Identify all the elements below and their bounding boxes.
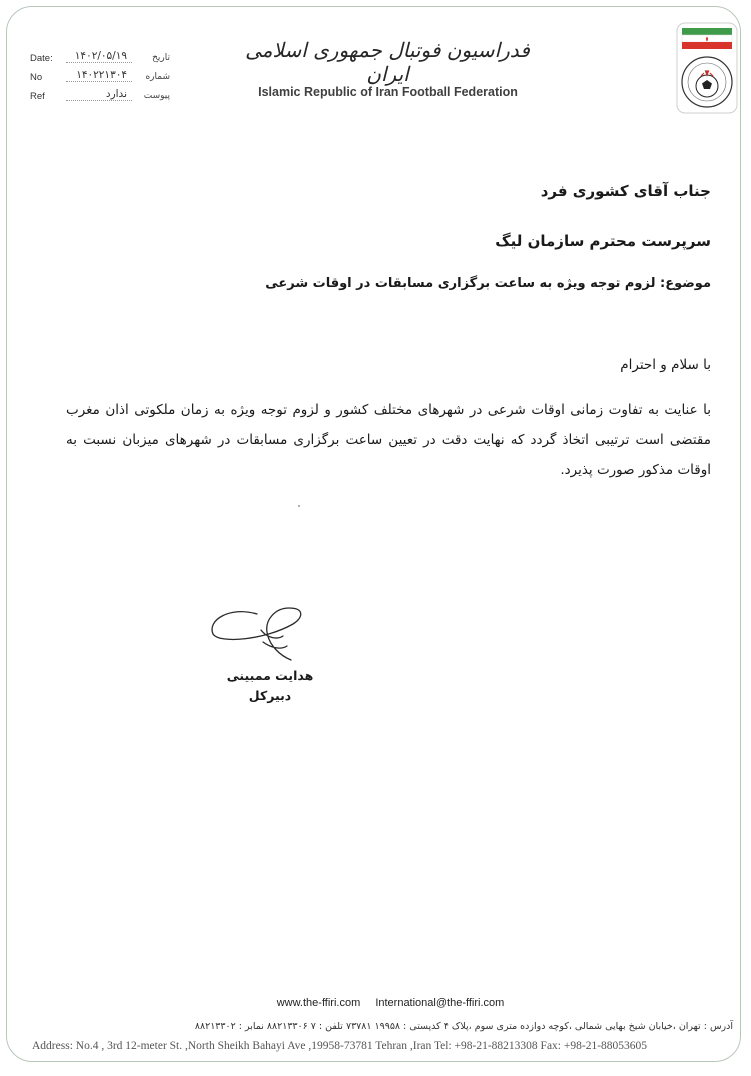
meta-number-label-fa: شماره bbox=[145, 72, 170, 82]
addressee: جناب آقای کشوری فرد bbox=[540, 182, 711, 200]
website-link[interactable]: www.the-ffiri.com bbox=[276, 997, 361, 1009]
letter-body: با عنایت به تفاوت زمانی اوقات شرعی در شهرهای مختلف کشور و لزوم توجه ویژه به زمان ملکوتی اذان مغرب مقتضی است ترتیبی اتخاذ گردد که نهایت دقت در تعیین ساعت برگزاری مسابقات در شهرهای میزبان نسبت به اوقات مذکور صورت پذیرد. bbox=[66, 402, 711, 478]
meta-ref-row bbox=[30, 88, 170, 107]
meta-dotted-line bbox=[66, 81, 132, 82]
stray-dot bbox=[298, 505, 300, 507]
footer-contacts bbox=[0, 997, 751, 1009]
meta-number-label-en: No bbox=[30, 72, 43, 83]
email-link[interactable]: International@the-ffiri.com bbox=[375, 997, 505, 1009]
meta-ref-value: ندارد bbox=[105, 88, 127, 100]
meta-dotted-line bbox=[66, 62, 132, 63]
meta-number-row bbox=[30, 69, 170, 88]
addressee-position: سرپرست محترم سازمان لیگ bbox=[495, 232, 711, 250]
meta-ref-label-en: Ref bbox=[30, 91, 45, 102]
letter-subject: موضوع: لزوم توجه ویژه به ساعت برگزاری مسابقات در اوقات شرعی bbox=[265, 276, 711, 291]
flag-red-stripe bbox=[682, 42, 732, 49]
signer-title: دبیرکل bbox=[248, 688, 292, 703]
meta-date-value: ۱۴۰۲/۰۵/۱۹ bbox=[74, 50, 127, 62]
meta-date-label-en: Date: bbox=[30, 53, 53, 64]
footer-address-en: Address: No.4 , 3rd 12-meter St. ,North Sheikh Bahayi Ave ,19958-73781 Tehran ,Iran Tel: +98-21-88213308 Fax: +98-21-88053605 bbox=[32, 1040, 648, 1052]
signature-icon bbox=[205, 600, 315, 675]
org-name-fa: فدراسیون فوتبال جمهوری اسلامی ایران bbox=[245, 38, 530, 86]
page-border bbox=[6, 6, 741, 1062]
meta-date-row bbox=[30, 50, 170, 69]
meta-dotted-line bbox=[66, 100, 132, 101]
meta-number-value: ۱۴۰۲۲۱۳۰۴ bbox=[76, 69, 127, 81]
signer-name: هدایت ممبینی bbox=[226, 668, 314, 683]
meta-date-label-fa: تاریخ bbox=[152, 53, 170, 63]
meta-ref-label-fa: پیوست bbox=[143, 91, 170, 101]
federation-logo-icon bbox=[676, 22, 738, 114]
greeting: با سلام و احترام bbox=[620, 357, 711, 373]
flag-green-stripe bbox=[682, 28, 732, 35]
footer-address-fa: آدرس : تهران ،خیابان شیخ بهایی شمالی ،کوچه دوازده متری سوم ،پلاک ۴ کدپستی : ۱۹۹۵۸ ۷۳۷۸۱ تلفن : ۷ ۸۸۲۱۳۳۰۶ نمابر : ۸۸۲۱۳۳۰۲ bbox=[194, 1021, 733, 1032]
org-name-en: Islamic Republic of Iran Football Federation bbox=[258, 85, 518, 99]
letter-meta bbox=[30, 50, 170, 107]
